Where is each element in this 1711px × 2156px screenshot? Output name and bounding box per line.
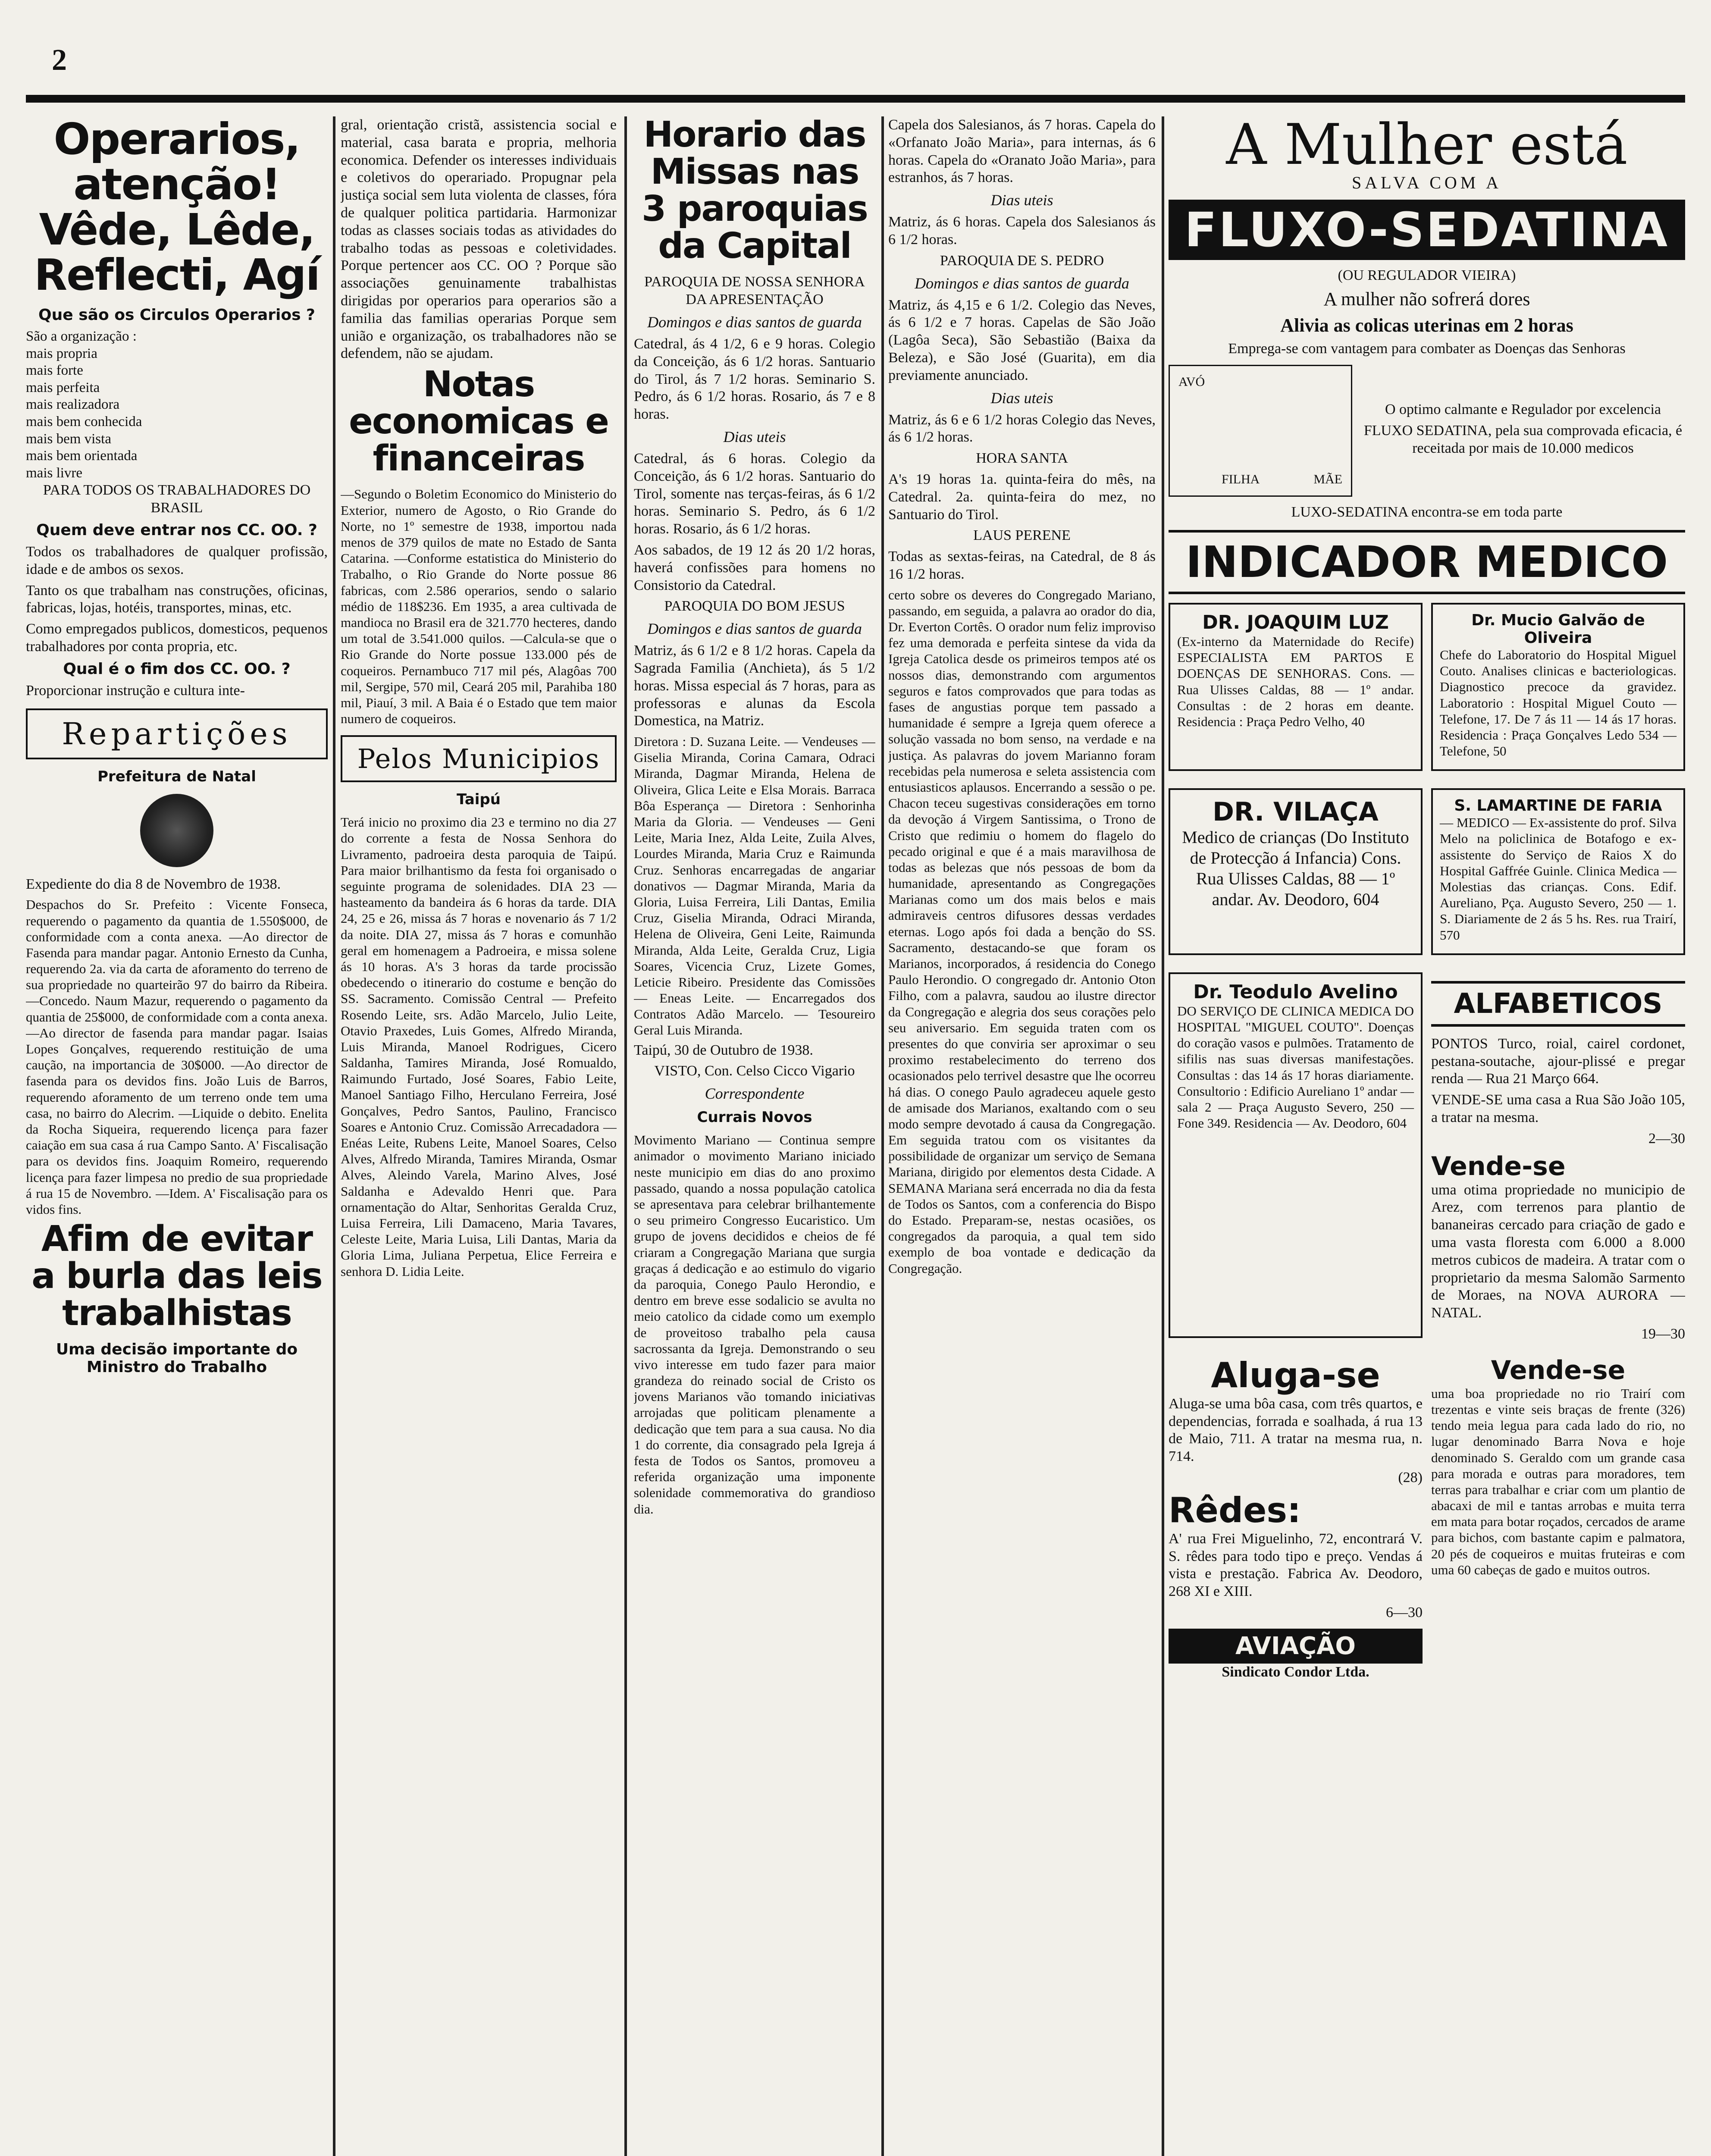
doctor-name: Dr. Teodulo Avelino bbox=[1193, 981, 1398, 1003]
schedule-text: Matriz, ás 4,15 e 6 1/2. Colegio das Neves, ás 6 1/2 e 7 horas. Capelas de São João (Lagôa Seca), São Sebastião (Baixa da Beleza), e São José (Guarita), em dia previamente anunciado. bbox=[888, 297, 1156, 383]
question-1: Que são os Circulos Operarios ? bbox=[38, 306, 315, 324]
list-item: mais bem orientada bbox=[26, 448, 138, 464]
label-mae: MÃE bbox=[1313, 472, 1342, 487]
label-filha: FILHA bbox=[1222, 472, 1260, 487]
schedule-text: Catedral, ás 4 1/2, 6 e 9 horas. Colegio da Conceição, ás 6 1/2 horas. Santuario do Tirol, ás 7 1/2 horas. Seminario S. Pedro, ás 6 1/2 horas. Rosario, ás 7 e 8 horas. bbox=[634, 335, 875, 423]
ad-aluga-text: Aluga-se uma bôa casa, com três quartos, e dependencias, forrada e soalhada, á rua 13 de Maio, 711. A tratar na mesma rua, n. 714. bbox=[1169, 1395, 1423, 1465]
taipu-heading: Taipú bbox=[457, 791, 501, 808]
paroquia-heading: PAROQUIA DO BOM JESUS bbox=[664, 598, 845, 614]
reparticoes-header: Repartições bbox=[26, 708, 328, 759]
ad-vende-casa: VENDE-SE uma casa a Rua São João 105, a tratar na mesma. bbox=[1431, 1092, 1685, 1125]
schedule-text: Matriz, ás 6 1/2 e 8 1/2 horas. Capela da Sagrada Familia (Anchieta), ás 5 1/2 horas. Missa especial ás 7 horas, para as professoras e alunas da Escola Domestica, na Matriz. bbox=[634, 642, 875, 729]
doctors-grid bbox=[1169, 603, 1685, 1685]
doctor-text: — MEDICO — Ex-assistente do prof. Silva Melo na policlinica de Botafogo e ex-assistente do Serviço de Raios X do Hospital Gaffrée Guinle. Clinica Medica — Molestias das crianças. Cons. Edif. Aureliano, Pça. Augusto Severo, 250 — 1. S. Diariamente de 2 ás 5 hs. Res. rua Trairí, 570 bbox=[1440, 815, 1677, 943]
visto-text: VISTO, Con. Celso Cicco Vigario bbox=[654, 1063, 855, 1079]
domingos-heading: Domingos e dias santos de guarda bbox=[647, 620, 862, 638]
classifieds-left bbox=[1169, 1355, 1423, 1685]
domingos-heading: Domingos e dias santos de guarda bbox=[647, 313, 862, 331]
doctor-text: Medico de crianças (Do Instituto de Protecção á Infancia) Cons. Rua Ulisses Caldas, 88 — 1º andar. Av. Deodoro, 604 bbox=[1182, 827, 1409, 909]
list-item: mais bem conhecida bbox=[26, 414, 142, 429]
ad-fluxo-enc: LUXO-SEDATINA encontra-se em toda parte bbox=[1291, 504, 1563, 520]
list-item: mais livre bbox=[26, 465, 83, 481]
subhead-ministro: Uma decisão importante do Ministro do Trabalho bbox=[56, 1341, 298, 1376]
notas-text: —Segundo o Boletim Economico do Ministerio do Exterior, numero de Agosto, o Rio Grande do Norte, no 1º semestre de 1938, importou nada menos de 379 quilos de mate no Estado de Santa Catarina. —Conforme estatistica do Ministerio do Trabalho, o Rio Grande do Norte possue 86 fabricas, com 2.586 operarios, sendo o salario médio de 118$236. Em 1935, a area cultivada de mandioca no Brasil era de 321.770 hecteres, dando um total de 3.541.000 quilos. —Calcula-se que o Rio Grande do Norte possue 133.000 pés de coqueiros. Pernambuco 717 mil pés, Alagôas 700 mil, Sergipe, 570 mil, Ceará 205 mil, Parahiba 180 mil, Piauí, 3 mil. A Baia é o Estado que tem maior numero de coqueiros. bbox=[341, 486, 617, 727]
question-2: Quem deve entrar nos CC. OO. ? bbox=[36, 521, 317, 539]
column-divider bbox=[624, 116, 627, 2156]
hora-santa-heading: HORA SANTA bbox=[976, 450, 1068, 467]
column-divider bbox=[333, 116, 335, 2156]
ad-fluxo-text: FLUXO SEDATINA, pela sua comprovada eficacia, é receitada por mais de 10.000 medicos bbox=[1363, 422, 1683, 456]
laus-heading: LAUS PERENE bbox=[973, 527, 1071, 544]
ad-fluxo-logo: FLUXO-SEDATINA bbox=[1169, 200, 1685, 260]
doctor-name: DR. VILAÇA bbox=[1213, 797, 1379, 827]
correspondente: Correspondente bbox=[705, 1085, 805, 1103]
doctor-name: S. LAMARTINE DE FARIA bbox=[1454, 797, 1662, 815]
ad-ref: 19—30 bbox=[1641, 1326, 1685, 1342]
question-2-text: Todos os trabalhadores de qualquer profissão, idade e de ambos os sexos. bbox=[26, 543, 328, 577]
ad-vende2-text: uma boa propriedade no rio Trairí com trezentas e vinte seis braças de frente (326) tendo meia legua para cada lado do rio, no lugar denominado Barra Nova e hoje denominado S. Geraldo com um grande casa para morada e outras para moradores, tem terras para trabalhar e criar com um plantio de abacaxi de mil e tantas arrobas e muita terra em mata para botar roçados, cercados de arame para bichos, com bastante capim e palmatora, 20 pés de coqueiros e muitas fruteiras e com uma 60 cabeças de gado e muitos outros. bbox=[1431, 1385, 1685, 1577]
doctor-name: DR. JOAQUIM LUZ bbox=[1202, 611, 1389, 633]
headline-missas: Horario das Missas nas 3 paroquias da Capital bbox=[642, 116, 868, 267]
uteis-heading: Dias uteis bbox=[723, 428, 786, 445]
ad-vende-head: Vende-se bbox=[1431, 1151, 1566, 1181]
label-avo: AVÓ bbox=[1178, 375, 1205, 389]
ad-ref: 2—30 bbox=[1648, 1130, 1685, 1147]
coat-of-arms-icon bbox=[140, 794, 213, 867]
ad-mulher-text: A mulher não sofrerá dores bbox=[1323, 288, 1530, 310]
laus-text: Todas as sextas-feiras, na Catedral, de 8 ás 16 1/2 horas. bbox=[888, 548, 1156, 582]
ad-vende2-head: Vende-se bbox=[1491, 1355, 1626, 1385]
paroquia-heading: PAROQUIA DE S. PEDRO bbox=[940, 252, 1104, 269]
currais-text: Movimento Mariano — Continua sempre animador o movimento Mariano iniciado neste municipio em dias do ano proximo passado, quando a nossa população catolica se apresentava para celebrar brilhantemente o seu primeiro Congresso Eucaristico. Um grupo de jovens decididos e cheios de fé criaram a Congregação Mariana que surgia graças á dedicação e ao estimulo do vigario da paroquia, Conego Paulo Herondio, e dentro em breve esse sodalicio se avulta no meio catolico da cidade como um exemplo de proveitoso trabalho pela causa sacrossanta da Igreja. Demonstrando o seu vivo interesse em tudo fazer para maior grandeza do reinado social de Cristo os jovens Marianos vão tomando iniciativas arrojadas que politicam plenamente a dedicação que tem para a sua causa. No dia 1 do corrente, dia consagrado pela Igreja á festa de Todos os Santos, promoveu a referida organização uma imponente solenidade commemorativa do grandioso dia. bbox=[634, 1132, 875, 1517]
headline-burla: Afim de evitar a burla das leis trabalhistas bbox=[31, 1219, 322, 1334]
list-item: São a organização : bbox=[26, 329, 137, 344]
column-divider bbox=[1162, 116, 1164, 2156]
ad-emprega: Emprega-se com vantagem para combater as Doenças das Senhoras bbox=[1228, 341, 1626, 357]
taipu-text: Terá inicio no proximo dia 23 e termino no dia 27 do corrente a festa de Nossa Senhora do Livramento, padroeira desta paroquia de Taipú. Para maior brilhantismo da festa foi organisado o seguinte programa de solenidades. DIA 23 — hasteamento da bandeira ás 6 horas da tarde. DIA 24, 25 e 26, missa ás 7 horas e novenario ás 7 1/2 da noite. DIA 27, missa ás 7 horas e comunhão geral em homenagem a Padroeira, e missa solene ás 10 horas. A's 3 horas da tarde procissão obedecendo o itinerario do costume e benção do SS. Sacramento. Comissão Central — Prefeito Rosendo Leite, srs. Adão Marcelo, Julio Leite, Otavio Praxedes, Luis Gomes, Alfredo Miranda, Luis Miranda, Manoel Rodrigues, Cicero Saldanha, Tamires Miranda, José Romualdo, Raimundo Furtado, José Soares, Fabio Leite, Manoel Santiago Filho, Herculano Ferreira, José Gonçalves, Pedro Santos, Paulino, Francisco Soares e Antonio Cruz. Comissão Arrecadadora — Enéas Leite, Rubens Leite, Manoel Soares, Celso Alves, Alfredo Miranda, Tamires Miranda, Osmar Alves, Aleindo Varela, Marino Alves, José Saldanha e Adevaldo Henri que. Para ornamentação do Altar, Senhoritas Geralda Cruz, Luisa Ferreira, Lili Damaceno, Maria Tavares, Celeste Leite, Maria Luisa, Lili Dantas, Maria da Gloria Lima, Juliana Perpetua, Elice Ferreira e senhora D. Lidia Leite. bbox=[341, 815, 617, 1279]
cc-oo-text: gral, orientação cristã, assistencia social e material, casa barata e propria, melhoria economica. Defender os interesses individuais e coletivos do operariado. Propugnar pela justiça social sem luta violenta de classes, fóra de qualquer politica partidaria. Harmonizar todas as classes sociais todas as atividades do trabalho todas as pessoas e coletividades. Porque pertencer aos CC. OO ? Porque são associações genuinamente trabalhistas dirigidas por operarios para operarios são a familia das familias operarias Porque sem união e organização, os trabalhadores não se defendem, não se ajudam. bbox=[341, 117, 617, 362]
tanto-text: Tanto os que trabalham nas construções, oficinas, fabricas, lojas, hotéis, transportes, minas, etc. bbox=[26, 582, 328, 616]
headline-notas: Notas economicas e financeiras bbox=[349, 364, 608, 479]
classifieds-right bbox=[1431, 972, 1685, 1347]
column-divider bbox=[881, 116, 884, 2156]
doctor-text: DO SERVIÇO DE CLINICA MEDICA DO HOSPITAL "MIGUEL COUTO". Doenças do coração vasos e pulmões. Tratamento de sifilis nas suas diversas manifestações. Consultas : das 14 ás 17 horas diariamente. Consultorio : Edificio Aureliano 1º andar — sala 2 — Praça Augusto Severo, 250 — Fone 349. Residencia — Av. Deodoro, 604 bbox=[1177, 1003, 1414, 1131]
ad-vende-text: uma otima propriedade no municipio de Arez, com terrenos para plantio de bananeiras cercado para criação de gado e uma vasta floresta com 6.000 a 8.000 metros cubicos de madeira. A tratar com o proprietario da mesma Salomão Sarmento de Moraes, na NOVA AURORA — NATAL. bbox=[1431, 1181, 1685, 1321]
currais-heading: Currais Novos bbox=[697, 1109, 812, 1126]
column-3 bbox=[634, 116, 875, 1520]
como-text: Como empregados publicos, domesticos, pequenos trabalhadores por conta propria, etc. bbox=[26, 621, 328, 655]
uteis-heading: Dias uteis bbox=[990, 191, 1053, 209]
domingos-heading: Domingos e dias santos de guarda bbox=[915, 274, 1129, 292]
list-item: mais realizadora bbox=[26, 397, 120, 413]
sabados-text: Aos sabados, de 19 12 ás 20 1/2 horas, haverá confissões para homens no Consistorio da Catedral. bbox=[634, 542, 875, 593]
newspaper-page bbox=[26, 26, 1685, 2156]
list-item: mais propria bbox=[26, 345, 97, 361]
continued-text: certo sobre os deveres do Congregado Mariano, passando, em seguida, a palavra ao orador do dia, Dr. Everton Cortês. O orador num feliz improviso fez uma demorada e perfeita sintese da vida da Igreja Catolica desde os primeiros tempos até os nossos dias, demonstrando com argumentos seguros e fatos comprovados que para todas as fases de angustias porque tem passado a humanidade é sempre a Igreja quem oferece a solução vassada no bom senso, na verdade e na justiça. As palavras do jovem Marianno foram recebidas pela numerosa e seleta assistencia com entusiasticos aplausos. Encerrando a sessão o pe. Chacon teceu sugestivas considerações em torno da devoção á Virgem Santissima, o Trono de Cristo que redimiu o homem do flagelo do pecado original e que é a mais maravilhosa de todas as belezas que nós pessoas de bom da humanidade, apresentando as Congregações Marianas como um dos mais belos e mais admiraveis centros difusores dessas verdades eternas. Logo após foi dada a benção do SS. Sacramento, destacando-se que foram os Marianos, incorporados, á residencia do Conego Paulo Herondio. O congregado dr. Antonio Oton Filho, com a palavra, saudou ao ilustre director da Congregação e alegria dos seus corações pelo seu aniversario. Em seguida traten com os presentes do que conviria ser aproximar o seu proximo restabelecimento do terreno dos ocasionados pelo terrivel desastre que lhe ocorreu há dias. O conego Paulo agradeceu aquele gesto de amisade dos Marianos, exaltando com o seu modo sempre devotado á causa da Congregação. Em seguida tratou com os visitantes da possibilidade de organizar um serviço de Semana Mariana, dirigido por elementos desta Cidade. A SEMANA Mariana será encerrada no dia da festa de Todos os Santos, com a conferencia do Bispo do Estado. Preparam-se, nestas ocasiões, os congregados da paroquia, a qual tem sido exemplo de boa vontade e dedicação da Congregação. bbox=[888, 587, 1156, 1276]
classifieds-right-2 bbox=[1431, 1355, 1685, 1685]
ad-salva: SALVA COM A bbox=[1351, 173, 1502, 192]
alfabeticos-header: ALFABETICOS bbox=[1431, 981, 1685, 1027]
ad-alivia: Alivia as colicas uterinas em 2 horas bbox=[1280, 314, 1573, 336]
ad-redes-text: A' rua Frei Miguelinho, 72, encontrará V. S. rêdes para todo tipo e preço. Vendas á vista e prestação. Fabrica Av. Deodoro, 268 XI e XIII. bbox=[1169, 1530, 1423, 1600]
question-3-text: Proporcionar instrução e cultura inte- bbox=[26, 682, 245, 699]
ad-regulador: (OU REGULADOR VIEIRA) bbox=[1338, 267, 1516, 283]
schedule-text: Matriz, ás 6 horas. Capela dos Salesianos ás 6 1/2 horas. bbox=[888, 214, 1156, 248]
schedule-text: Capela dos Salesianos, ás 7 horas. Capela do «Orfanato João Maria», para internas, ás 6 horas. Capela do «Oranato João Maria», para estranhos, ás 7 horas. bbox=[888, 117, 1156, 186]
ad-doctor-teodulo bbox=[1169, 972, 1423, 1338]
diretora-text: Diretora : D. Suzana Leite. — Vendeuses — Giselia Miranda, Corina Camara, Odraci Miranda, Dagmar Miranda, Helena de Oliveira, Glica Leite e Elsa Morais. Barraca Bôa Esperança — Diretora : Senhorinha Maria da Gloria. — Vendeuses — Geni Leite, Maria Inez, Alda Leite, Zuila Alves, Lourdes Miranda, Maria Cruz e Raimunda Cruz. Senhoras encarregadas de angariar donativos — Dagmar Miranda, Maria da Gloria, Luisa Ferreira, Lili Dantas, Emilia Cruz, Giselia Miranda, Odraci Miranda, Helena de Oliveira, Geni Leite, Raimunda Miranda, Alda Leite, Geralda Cruz, Ligia Soares, Vicencia Cruz, Lizete Gomes, Leticie Ribeiro. Presidente das Comissões — Eneas Leite. — Encarregados dos Contratos Adão Marcelo. — Tesoureiro Geral Luis Miranda. bbox=[634, 734, 875, 1038]
page-number: 2 bbox=[52, 44, 67, 77]
column-2 bbox=[341, 116, 617, 1283]
list-item: mais forte bbox=[26, 363, 83, 379]
organization-list bbox=[26, 328, 328, 482]
doctor-name: Dr. Mucio Galvão de Oliveira bbox=[1471, 611, 1645, 647]
doctor-text: Chefe do Laboratorio do Hospital Miguel Couto. Analises clinicas e bacteriologicas. Diagnostico precoce da gravidez. Laboratorio : Hospital Miguel Couto — Telefone, 17. De 7 ás 11 — 14 ás 17 horas. Residencia : Praça Gonçalves Ledo 534 — Telefone, 50 bbox=[1440, 647, 1677, 759]
paroquia-heading: PAROQUIA DE NOSSA SENHORA DA APRESENTAÇÃO bbox=[644, 274, 865, 308]
schedule-text: Catedral, ás 6 horas. Colegio da Conceição, ás 6 1/2 horas. Santuario do Tirol, somente nas terças-feiras, ás 6 1/2 horas. Seminario S. Pedro, ás 6 1/2 horas. Rosario, ás 6 1/2 horas. bbox=[634, 450, 875, 537]
expediente-date: Expediente do dia 8 de Novembro de 1938. bbox=[26, 876, 281, 892]
ad-doctor-mucio bbox=[1431, 603, 1685, 771]
header-rule bbox=[26, 95, 1685, 103]
prefeitura-heading: Prefeitura de Natal bbox=[97, 768, 256, 785]
headline-operarios: Operarios, atenção! Vêde, Lêde, Reflecti, Agí bbox=[34, 116, 320, 300]
doctor-text: (Ex-interno da Maternidade do Recife) ESPECIALISTA EM PARTOS E DOENÇAS DE SENHORAS. Cons. — Rua Ulisses Caldas, 88 — 1º andar. Consultas : de 2 horas em deante. Residencia : Praça Pedro Velho, 40 bbox=[1177, 633, 1414, 729]
list-item: mais perfeita bbox=[26, 379, 100, 395]
schedule-text: Matriz, ás 6 e 6 1/2 horas Colegio das Neves, ás 6 1/2 horas. bbox=[888, 411, 1156, 445]
ad-pontos: PONTOS Turco, roial, cairel cordonet, pestana-soutache, ajour-plissé e pregar renda — Rua 21 Março 664. bbox=[1431, 1035, 1685, 1087]
ad-ref: (28) bbox=[1398, 1469, 1423, 1485]
ad-doctor-lamartine bbox=[1431, 788, 1685, 955]
uteis-heading: Dias uteis bbox=[990, 389, 1053, 407]
ad-otimo: O optimo calmante e Regulador por excelencia bbox=[1385, 401, 1661, 417]
ad-ref: 6—30 bbox=[1386, 1604, 1423, 1620]
despachos-text: Despachos do Sr. Prefeito : Vicente Fonseca, requerendo o pagamento da quantia de 1.550$000, de conformidade com a conta anexa. —Ao director de Fasenda para mandar pagar. Antonio Ernesto da Cunha, requerendo 2a. via da carta de aforamento do terreno de sua propriedade no quarteirão 97 do bairro da Ribeira. —Concedo. Naum Mazur, requerendo o pagamento da quantia de 25$000, de conformidade com a conta anexa. —Ao director de fasenda para mandar pagar. Isaias Lopes Gonçalves, requerendo restituição de uma caução, na importancia de 30$000. —Ao director de fasenda para os devidos fins. João Luis de Barros, requerendo aforamento de um terreno onde tem uma casa, no bairro do Alecrim. —Liquide o debito. Enelita da Rocha Siqueira, requerendo licença para fazer caiação em sua casa á rua Campo Santo. A' Fiscalisação para os devidos fins. Joaquim Romeiro, requerendo licença para fazer limpesa no predio de sua propriedade á rua 15 de Novembro. —Idem. A' Fiscalisação para os vidos fins. bbox=[26, 897, 328, 1217]
column-1 bbox=[26, 116, 328, 1380]
ad-aviacao: AVIAÇÃO bbox=[1169, 1629, 1423, 1664]
indicador-medico-header: INDICADOR MEDICO bbox=[1169, 530, 1685, 594]
list-item: mais bem vista bbox=[26, 431, 111, 447]
ad-doctor-luz bbox=[1169, 603, 1423, 771]
ad-doctor-vilaca bbox=[1169, 788, 1423, 955]
ad-sindicato: Sindicato Condor Ltda. bbox=[1222, 1664, 1369, 1680]
ad-fluxo-illustration bbox=[1169, 365, 1685, 497]
hora-santa-text: A's 19 horas 1a. quinta-feira do mês, na Catedral. 2a. quinta-feira do mez, no Santuario do Tirol. bbox=[888, 471, 1156, 523]
women-illustration-icon bbox=[1169, 365, 1352, 497]
ad-mulher-title: A Mulher está bbox=[1226, 116, 1628, 177]
ad-aluga-head: Aluga-se bbox=[1211, 1355, 1380, 1395]
ad-redes-head: Rêdes: bbox=[1169, 1490, 1301, 1530]
question-3: Qual é o fim dos CC. OO. ? bbox=[63, 660, 291, 678]
column-5-ads bbox=[1169, 116, 1685, 1685]
column-4 bbox=[888, 116, 1156, 1280]
para-todos: PARA TODOS OS TRABALHADORES DO BRASIL bbox=[43, 482, 311, 516]
pelos-municipios-header: Pelos Municipios bbox=[341, 735, 617, 782]
taipu-date: Taipú, 30 de Outubro de 1938. bbox=[634, 1042, 813, 1058]
